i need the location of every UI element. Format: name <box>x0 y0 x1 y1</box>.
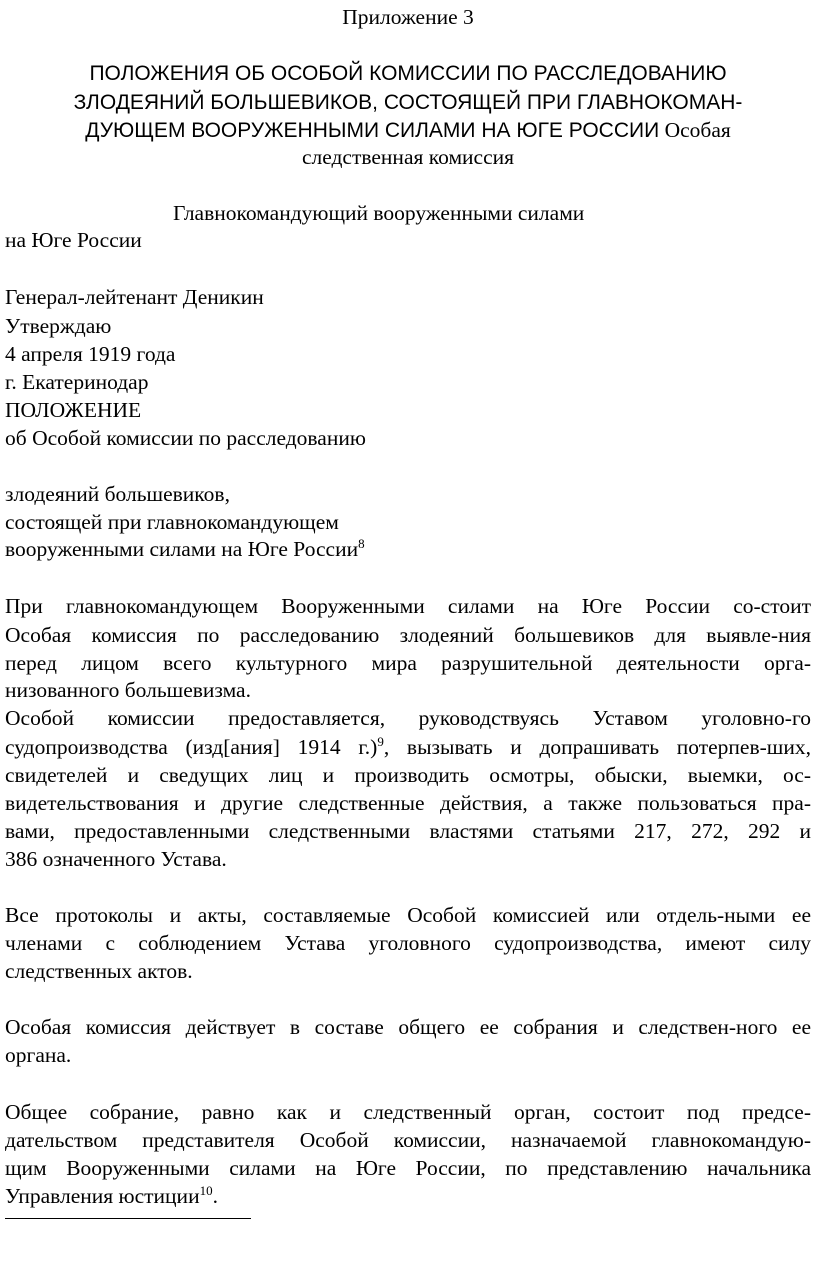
heading-line-4: следственная комиссия <box>301 145 515 169</box>
paragraph-2-line-6: 386 означенного Устава. <box>5 847 227 871</box>
approval-line-2: на Юге России <box>5 228 142 252</box>
regulation-title-word: ПОЛОЖЕНИЕ <box>5 398 142 422</box>
regulation-title-line-4 <box>5 536 365 562</box>
paragraph-3-line-1: Все протоколы и акты, составляемые Особой комиссией или отдель-ными ее <box>5 903 811 927</box>
paragraph-5-line-4 <box>5 1183 218 1209</box>
footnote-ref-10: 10 <box>199 1182 213 1198</box>
paragraph-4-line-2: органа. <box>5 1043 72 1067</box>
paragraph-2-line-2-after: , вызывать и допрашивать потерпев-ших, <box>383 735 811 759</box>
heading-line-2: ЗЛОДЕЯНИЙ БОЛЬШЕВИКОВ, СОСТОЯЩЕЙ ПРИ ГЛАВНОКОМАН- <box>73 91 743 114</box>
paragraph-3-line-3: следственных актов. <box>5 959 193 983</box>
heading-line-3 <box>0 117 816 144</box>
paragraph-2-line-4: видетельствования и другие следственные действия, а также пользоваться пра- <box>5 791 811 815</box>
paragraph-1-line-3: перед лицом всего культурного мира разрушительной деятельности орга- <box>5 651 811 675</box>
paragraph-4-line-1: Особая комиссия действует в составе общего ее собрания и следствен-ного ее <box>5 1015 811 1039</box>
heading-line-3-tail: Особая <box>664 118 731 142</box>
regulation-title-line-4-text: вооруженными силами на Юге России <box>5 537 359 561</box>
paragraph-5-line-2: дательством представителя Особой комиссии, назначаемой главнокомандую- <box>5 1128 811 1152</box>
paragraph-5-line-4-before: Управления юстиции <box>5 1184 200 1208</box>
footnote-ref-8: 8 <box>358 535 365 551</box>
heading-line-1: ПОЛОЖЕНИЯ ОБ ОСОБОЙ КОМИССИИ ПО РАССЛЕДОВАНИЮ <box>89 62 727 85</box>
heading-line-3-caps: ДУЮЩЕМ ВООРУЖЕННЫМИ СИЛАМИ НА ЮГЕ РОССИИ <box>85 119 660 142</box>
footnote-separator <box>5 1218 251 1219</box>
paragraph-5-line-3: щим Вооруженными силами на Юге России, по представлению начальника <box>5 1156 811 1180</box>
paragraph-1-line-4: низованного большевизма. <box>5 678 251 702</box>
paragraph-2-line-2-before: судопроизводства (изд[ания] 1914 г.) <box>5 735 378 759</box>
regulation-title-line-1: об Особой комиссии по расследованию <box>5 426 366 450</box>
paragraph-1-line-2: Особая комиссия по расследованию злодеяний большевиков для выявле-ния <box>5 623 811 647</box>
approval-line-1: Главнокомандующий вооруженными силами <box>173 201 585 225</box>
paragraph-5-line-4-after: . <box>212 1184 218 1208</box>
regulation-title-line-2: злодеяний большевиков, <box>5 482 230 506</box>
appendix-label: Приложение 3 <box>342 5 474 29</box>
paragraph-2-line-1: Особой комиссии предоставляется, руководствуясь Уставом уголовно-го <box>5 706 811 730</box>
regulation-title-line-3: состоящей при главнокомандующем <box>5 510 339 534</box>
paragraph-2-line-2 <box>5 734 811 760</box>
approval-date: 4 апреля 1919 года <box>5 342 176 366</box>
footnote-ref-9: 9 <box>377 733 384 749</box>
paragraph-2-line-3: свидетелей и сведущих лиц и производить осмотры, обыски, выемки, ос- <box>5 763 811 787</box>
paragraph-1-line-1: При главнокомандующем Вооруженными силами на Юге России со-стоит <box>5 594 811 618</box>
approval-approve: Утверждаю <box>5 314 112 338</box>
approval-signatory: Генерал-лейтенант Деникин <box>5 285 264 309</box>
approval-place: г. Екатеринодар <box>5 370 149 394</box>
paragraph-3-line-2: членами с соблюдением Устава уголовного судопроизводства, имеют силу <box>5 931 811 955</box>
paragraph-2-line-5: вами, предоставленными следственными властями статьями 217, 272, 292 и <box>5 819 811 843</box>
paragraph-5-line-1: Общее собрание, равно как и следственный орган, состоит под предсе- <box>5 1100 811 1124</box>
